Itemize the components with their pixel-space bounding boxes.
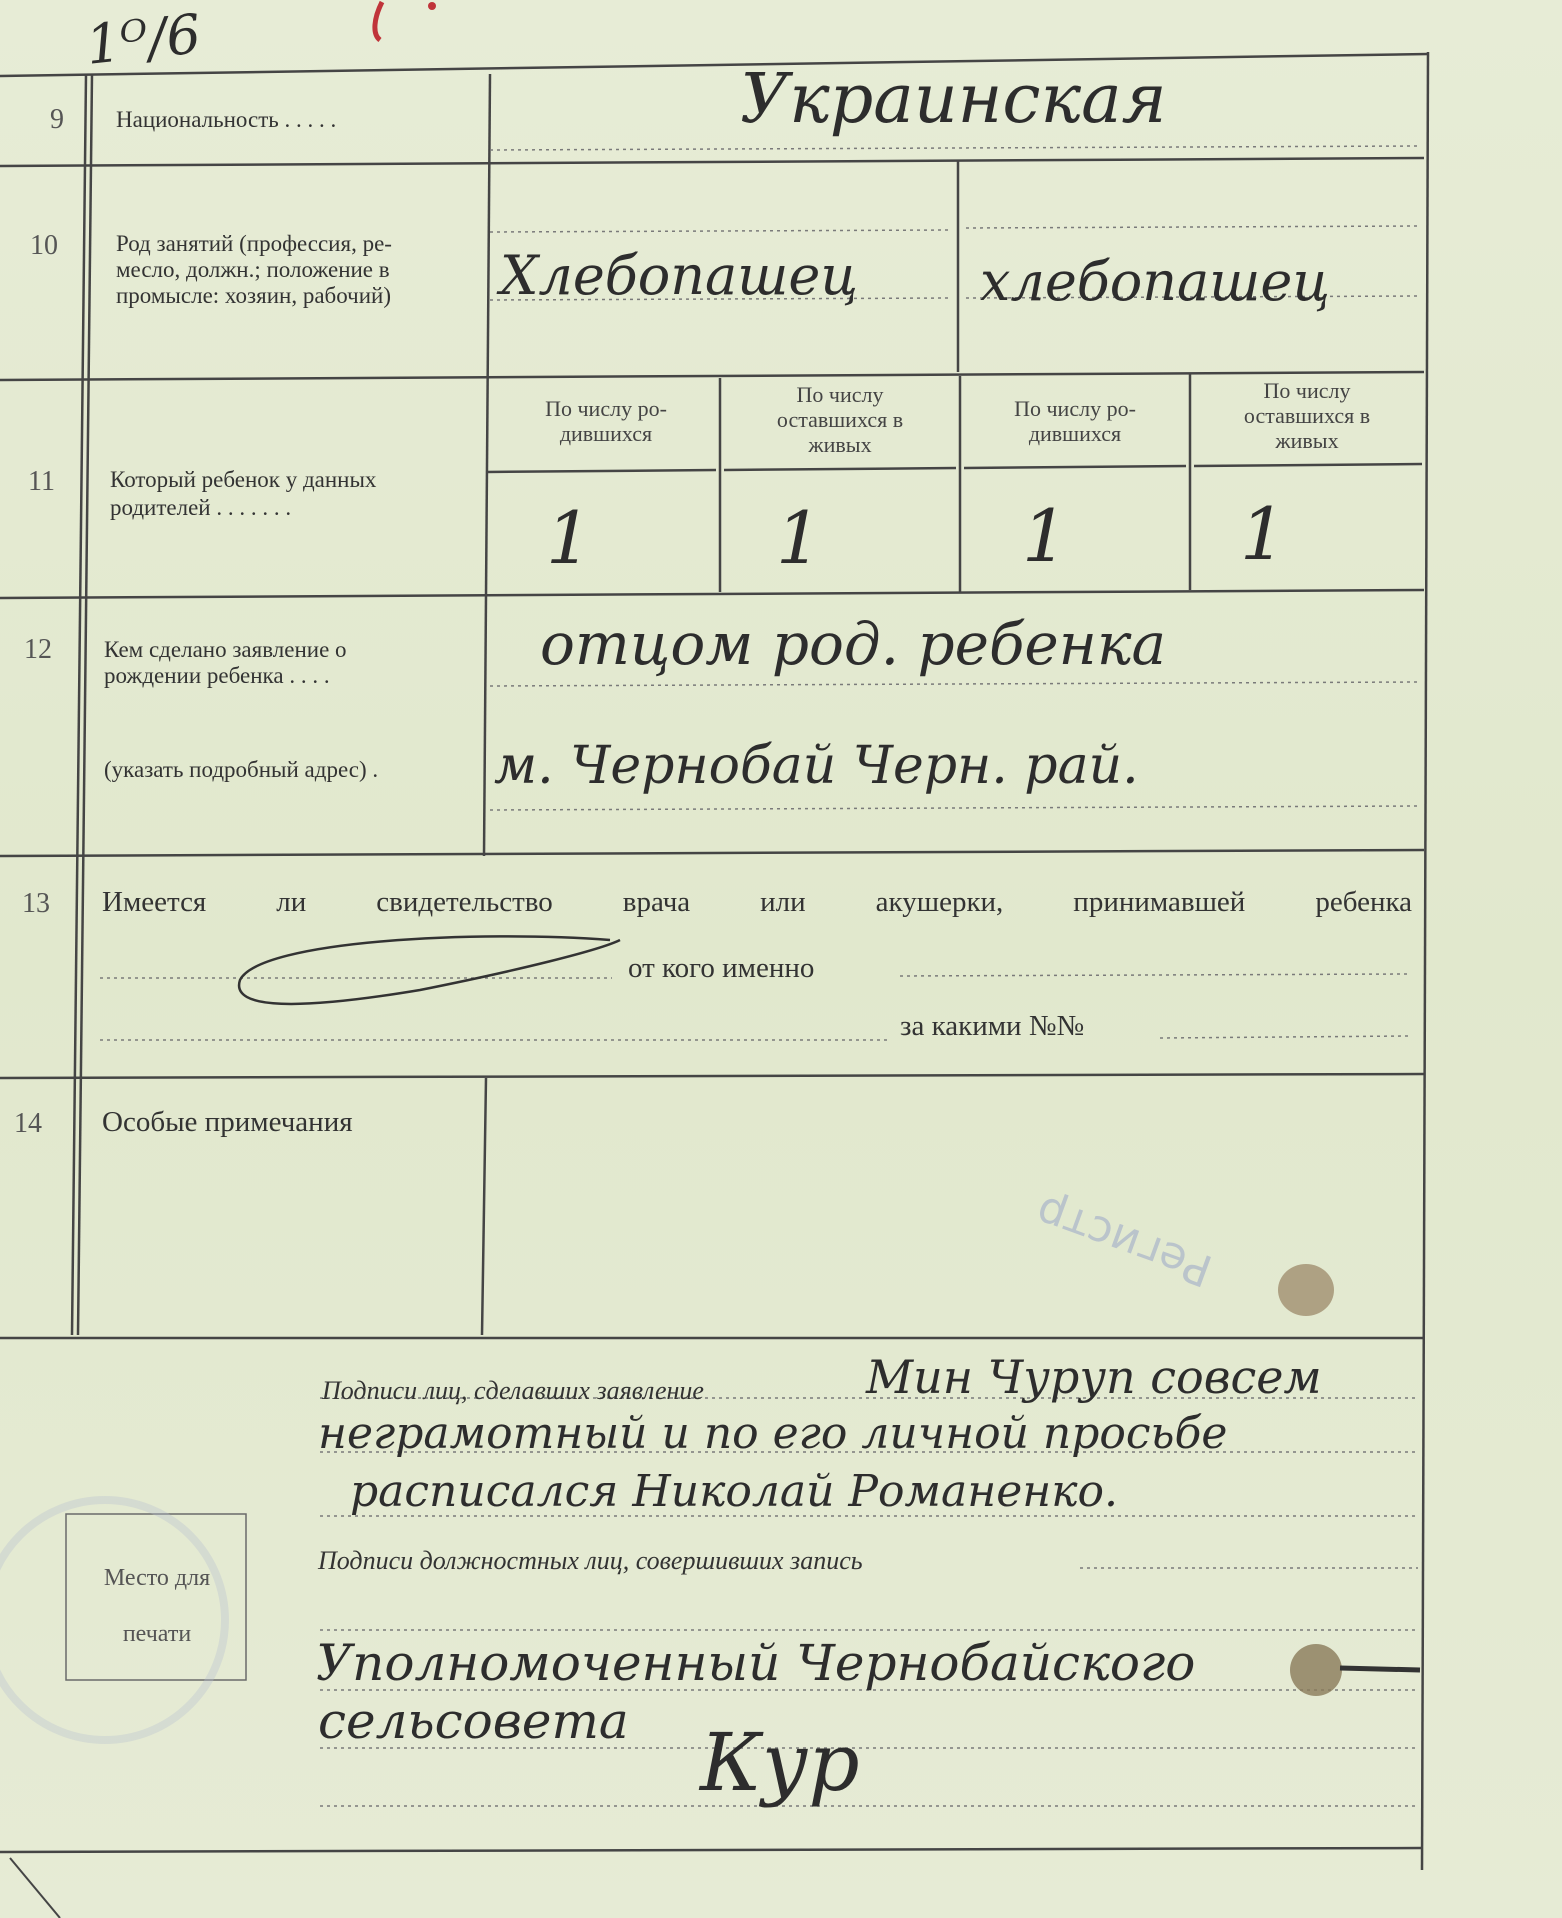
occupation-mother: хлебопашец	[980, 250, 1331, 313]
row-number-11: 11	[28, 466, 55, 497]
nationality-value: Украинская	[740, 60, 1167, 139]
row-number-12: 12	[24, 634, 52, 665]
officials-signature-line3: Кур	[700, 1716, 860, 1809]
strike-squiggle	[239, 936, 620, 1004]
officials-signature-line2: сельсовета	[318, 1692, 629, 1750]
row-number-13: 13	[22, 888, 50, 919]
special-notes-label: Особые примечания	[102, 1106, 353, 1138]
applicants-signature-line3: расписался Николай Романенко.	[350, 1466, 1118, 1517]
row-number-9: 9	[50, 104, 64, 135]
col-header-alive-mother: По числу оставшихся в живых	[1243, 378, 1371, 453]
applicants-signature-line1: Мин Чуруп совсем	[866, 1350, 1322, 1404]
occupation-label-line2: месло, должн.; положение в	[116, 257, 390, 282]
declarant-label-line1: Кем сделано заявление о	[104, 637, 347, 662]
col-header-alive-father: По числу оставшихся в живых	[776, 382, 904, 457]
declarant-label-line2: рождении ребенка . . . .	[104, 663, 330, 688]
address-value: м. Чернобай Черн. рай.	[494, 736, 1139, 796]
nationality-label: Национальность . . . . .	[116, 107, 337, 132]
child-order-label-line2: родителей . . . . . . .	[110, 495, 292, 520]
child-order-label-line1: Который ребенок у данных	[110, 467, 377, 492]
applicants-signature-line2: неграмотный и по его личной просьбе	[318, 1408, 1228, 1459]
count-born-mother: 1	[1022, 494, 1068, 578]
col-header-born-father: По числу ро- дившихся	[545, 396, 667, 446]
row-number-10: 10	[30, 230, 58, 261]
seal-place-label: Место для печати	[103, 1565, 211, 1647]
count-born-father: 1	[546, 496, 592, 580]
occupation-father: Хлебопашец	[500, 244, 859, 307]
from-whom-label: от кого именно	[628, 952, 815, 984]
count-alive-father: 1	[776, 496, 822, 580]
address-label: (указать подробный адрес) .	[104, 757, 379, 782]
occupation-label-line3: промысле: хозяин, рабочий)	[116, 283, 391, 308]
applicants-signature-label: Подписи лиц, сделавших заявление	[322, 1376, 704, 1405]
page-number-mark: 1ᴼ/6	[83, 2, 204, 77]
row-number-14: 14	[14, 1108, 42, 1139]
declarant-value: отцом род. ребенка	[540, 610, 1167, 678]
count-alive-mother: 1	[1240, 492, 1286, 576]
occupation-label-line1: Род занятий (профессия, ре-	[116, 231, 392, 256]
certificate-question: Имеется ли свидетельство врача или акушерки, принимавшей ребенка	[102, 886, 1412, 918]
officials-signature-label: Подписи должностных лиц, совершивших запись	[318, 1546, 863, 1575]
col-header-born-mother: По числу ро- дившихся	[1014, 396, 1136, 446]
numbers-label: за какими №№	[900, 1010, 1085, 1042]
officials-signature-line1: Уполномоченный Чернобайского	[316, 1634, 1196, 1692]
svg-text:Регистр: Регистр	[1029, 1185, 1219, 1297]
